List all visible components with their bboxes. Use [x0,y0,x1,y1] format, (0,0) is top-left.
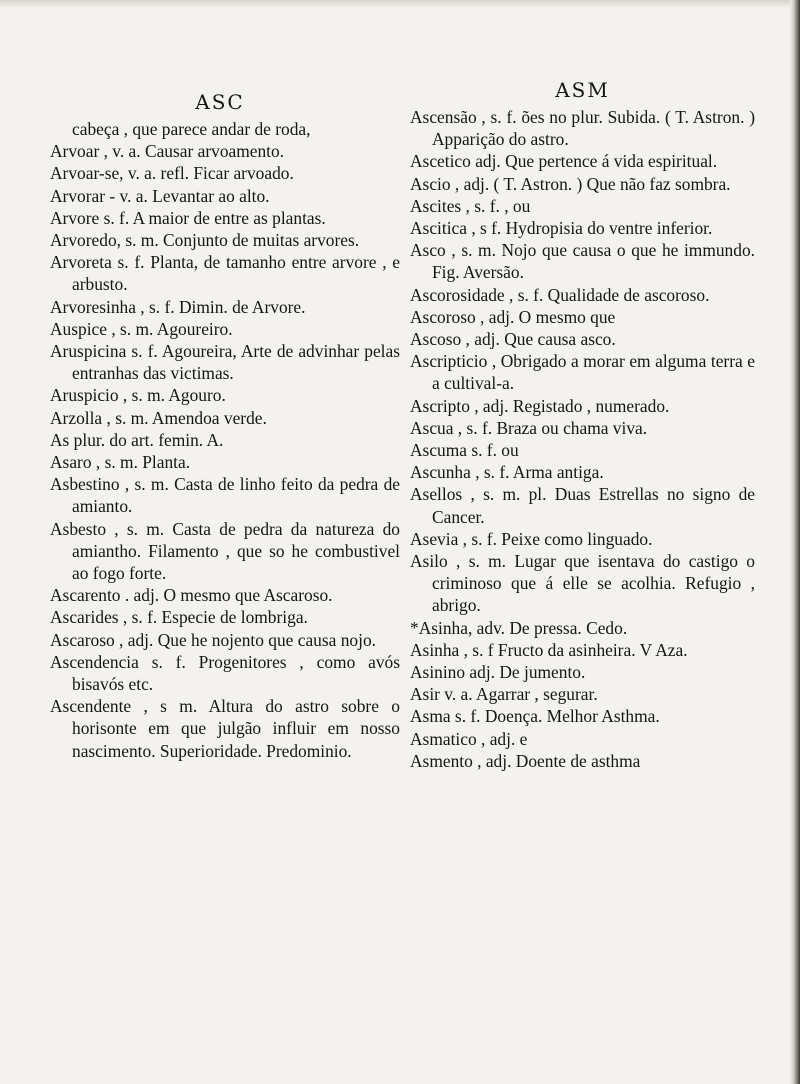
dictionary-entry: Asaro , s. m. Planta. [50,452,191,473]
dictionary-entry: Asilo , s. m. Lugar que isentava do castigo o criminoso que á elle se acolhia. Refugio , abrigo. [410,551,755,616]
right-column-header: ASM [555,78,610,102]
dictionary-entry: Arvoar-se, v. a. refl. Ficar arvoado. [50,163,294,184]
dictionary-entry: Asmento , adj. Doente de asthma [410,750,641,771]
dictionary-entry: Ascendencia s. f. Progenitores , como avós bisavós etc. [50,651,400,695]
dictionary-entry: *Asinha, adv. De pressa. Cedo. [410,617,628,638]
dictionary-entry: Aruspicio , s. m. Agouro. [50,385,226,406]
dictionary-entry: Ascarento . adj. O mesmo que Ascaroso. [50,585,333,606]
left-column [50,88,400,762]
right-column [410,76,755,772]
dictionary-entry: Arvoar , v. a. Causar arvoamento. [50,141,285,162]
dictionary-entry: Ascetico adj. Que pertence á vida espiritual. [410,151,718,172]
dictionary-entry: Asevia , s. f. Peixe como linguado. [410,528,653,549]
dictionary-entry: Ascorosidade , s. f. Qualidade de ascoroso. [410,284,710,305]
dictionary-entry: Aruspicina s. f. Agoureira, Arte de advinhar pelas entranhas das victimas. [50,341,400,384]
dictionary-entry: Asma s. f. Doença. Melhor Asthma. [410,706,660,727]
dictionary-entry: Asbesto , s. m. Casta de pedra da natureza do amiantho. Filamento , que so he combustivel ao fogo forte. [50,518,400,584]
dictionary-entry: cabeça , que parece andar de roda, [72,119,311,139]
left-column-header: ASC [195,90,245,114]
dictionary-entry: Arvorar - v. a. Levantar ao alto. [50,185,270,206]
page-right-edge [790,0,800,1084]
dictionary-entry: Arzolla , s. m. Amendoa verde. [50,407,267,428]
dictionary-entry: Ascoso , adj. Que causa asco. [410,329,616,350]
dictionary-entry: Arvoresinha , s. f. Dimin. de Arvore. [50,296,306,317]
dictionary-entry: Ascaroso , adj. Que he nojento que causa nojo. [50,629,376,650]
page-top-edge [0,0,800,8]
dictionary-entry: Ascunha , s. f. Arma antiga. [410,462,604,483]
dictionary-entry: Arvoreta s. f. Planta, de tamanho entre arvore , e arbusto. [50,252,400,295]
dictionary-entry: Auspice , s. m. Agoureiro. [50,318,233,339]
dictionary-entry: As plur. do art. femin. A. [50,429,224,450]
dictionary-entry: Ascua , s. f. Braza ou chama viva. [410,417,648,438]
dictionary-entry: Asellos , s. m. pl. Duas Estrellas no signo de Cancer. [410,484,755,527]
dictionary-entry: Asbestino , s. m. Casta de linho feito da pedra de amianto. [50,474,400,517]
dictionary-entry: Ascoroso , adj. O mesmo que [410,306,616,327]
dictionary-entry: Ascendente , s m. Altura do astro sobre o horisonte em que julgão influir em nosso nascimento. Superioridade. Predominio. [50,696,400,761]
dictionary-entry: Ascensão , s. f. ões no plur. Subida. ( T. Astron. ) Apparição do astro. [410,107,755,150]
dictionary-entry: Arvore s. f. A maior de entre as plantas. [50,207,326,228]
dictionary-entry: Ascarides , s. f. Especie de lombriga. [50,607,308,628]
dictionary-entry: Ascitica , s f. Hydropisia do ventre inferior. [410,218,713,239]
dictionary-entry: Ascuma s. f. ou [410,440,519,461]
dictionary-entry: Ascripticio , Obrigado a morar em alguma terra e a cultival-a. [410,351,755,394]
dictionary-entry: Asinino adj. De jumento. [410,662,586,683]
dictionary-entry: Ascites , s. f. , ou [410,195,531,216]
dictionary-entry: Arvoredo, s. m. Conjunto de muitas arvores. [50,230,360,251]
dictionary-entry: Ascripto , adj. Registado , numerado. [410,395,670,416]
dictionary-entry: Asinha , s. f Fructo da asinheira. V Aza. [410,639,688,660]
dictionary-entry: Asir v. a. Agarrar , segurar. [410,684,598,705]
dictionary-entry: Asco , s. m. Nojo que causa o que he immundo. Fig. Aversão. [410,240,755,283]
dictionary-entry: Ascio , adj. ( T. Astron. ) Que não faz sombra. [410,173,731,194]
dictionary-entry: Asmatico , adj. e [410,728,528,749]
